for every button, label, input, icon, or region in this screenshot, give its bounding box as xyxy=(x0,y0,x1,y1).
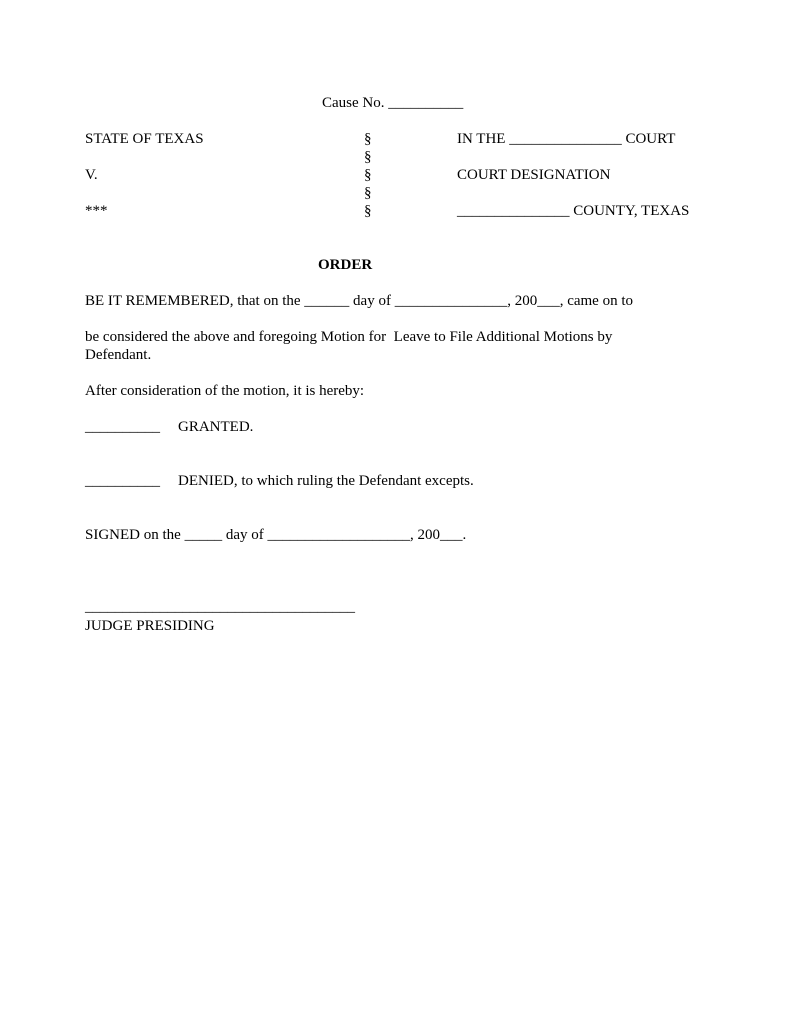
granted-label: GRANTED. xyxy=(178,419,254,435)
caption-versus: V. xyxy=(85,167,98,183)
caption-court: IN THE _______________ COURT xyxy=(457,131,676,147)
caption-defendant-placeholder: *** xyxy=(85,203,108,219)
denied-blank: __________ xyxy=(85,473,160,489)
caption-court-designation: COURT DESIGNATION xyxy=(457,167,611,183)
cause-number: Cause No. __________ xyxy=(322,95,464,111)
signed-paragraph: SIGNED on the _____ day of ___________________, 200___. xyxy=(85,527,467,543)
considered-paragraph-line-1: be considered the above and foregoing Motion for Leave to File Additional Motions by xyxy=(85,329,613,345)
order-title: ORDER xyxy=(318,257,373,273)
section-mark: § xyxy=(364,149,372,165)
considered-paragraph-line-2: Defendant. xyxy=(85,347,152,363)
section-mark: § xyxy=(364,203,372,219)
section-mark: § xyxy=(364,185,372,201)
section-mark: § xyxy=(364,131,372,147)
denied-label: DENIED, to which ruling the Defendant excepts. xyxy=(178,473,474,489)
caption-state-of-texas: STATE OF TEXAS xyxy=(85,131,204,147)
signature-line: ____________________________________ xyxy=(85,599,355,615)
remembered-paragraph: BE IT REMEMBERED, that on the ______ day of _______________, 200___, came on to xyxy=(85,293,634,309)
caption-county: _______________ COUNTY, TEXAS xyxy=(457,203,690,219)
judge-presiding-label: JUDGE PRESIDING xyxy=(85,618,215,634)
granted-blank: __________ xyxy=(85,419,160,435)
section-mark: § xyxy=(364,167,372,183)
consideration-paragraph: After consideration of the motion, it is hereby: xyxy=(85,383,365,399)
